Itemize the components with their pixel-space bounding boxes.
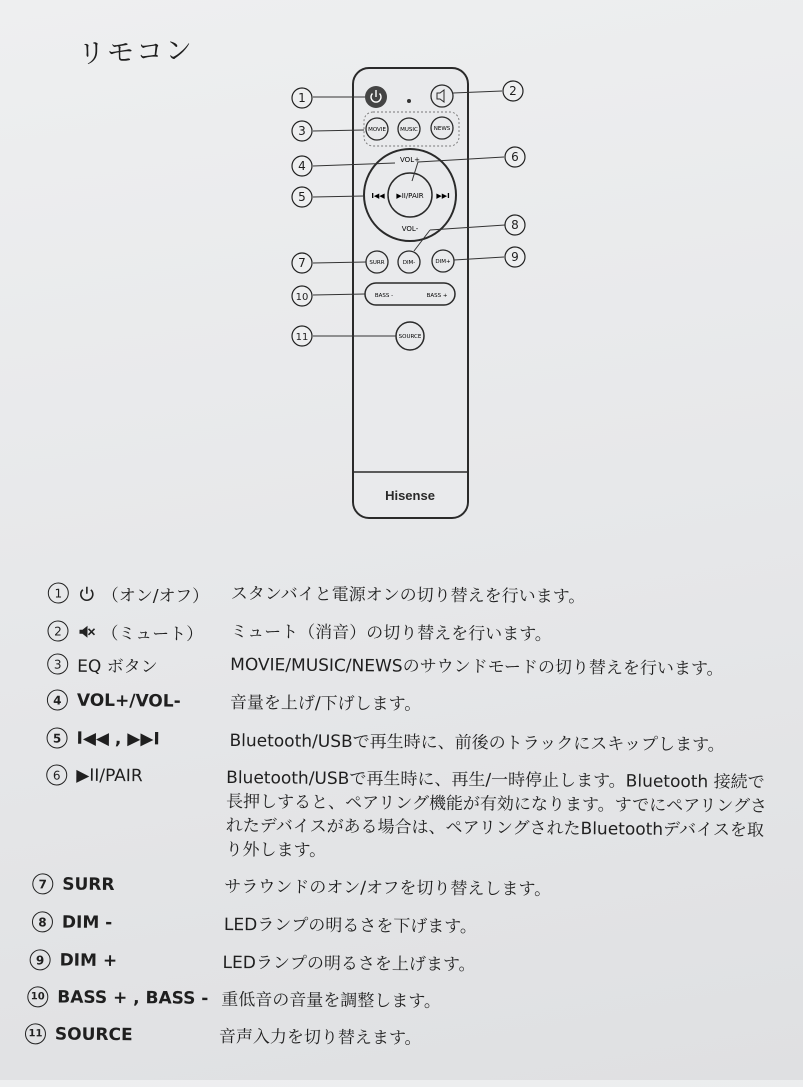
- row-number: 7: [32, 873, 53, 894]
- row-number: 5: [46, 727, 67, 748]
- row-label: DIM -: [62, 912, 113, 932]
- page-title: リモコン: [77, 28, 194, 71]
- power-icon: [78, 584, 96, 602]
- row-description: 音声入力を切り替えます。: [219, 1025, 774, 1054]
- row-description: スタンバイと電源オンの切り替えを行います。: [231, 582, 786, 611]
- row-bass: [0, 986, 794, 993]
- row-label: I◀◀ , ▶▶I: [76, 728, 159, 749]
- row-play-pair: [0, 764, 796, 771]
- mute-icon: [77, 622, 95, 640]
- svg-text:3: 3: [298, 124, 306, 138]
- row-label: EQ ボタン: [77, 652, 158, 678]
- row-number: 10: [27, 986, 48, 1007]
- row-label: ▶II/PAIR: [76, 765, 143, 786]
- row-volume: [0, 689, 797, 696]
- row-description: LEDランプの明るさを上げます。: [223, 951, 778, 980]
- row-source: [0, 1023, 794, 1030]
- row-label: BASS + , BASS -: [57, 987, 208, 1008]
- row-description: Bluetooth/USBで再生時に、前後のトラックにスキップします。: [229, 729, 784, 758]
- row-description: サラウンドのオン/オフを切り替えします。: [224, 875, 779, 904]
- row-label: SOURCE: [55, 1024, 133, 1045]
- row-description: Bluetooth/USBで再生時に、再生/一時停止します。Bluetooth 接続で長押しすると、ペアリング機能が有効になります。すでにペアリングされたデバイスがある場合は、ペアリングされたBluetoothデバイスを取り外します。: [225, 766, 781, 867]
- row-description: ミュート（消音）の切り替えを行います。: [230, 620, 785, 649]
- row-power: [0, 580, 798, 587]
- row-number: 3: [47, 653, 68, 674]
- row-description: 重低音の音量を調整します。: [221, 988, 776, 1017]
- row-dim-plus: [0, 949, 795, 956]
- svg-text:1: 1: [298, 91, 306, 105]
- remote-brand-logo: Hisense: [385, 488, 435, 503]
- svg-text:6: 6: [511, 150, 519, 164]
- surr-label: SURR: [369, 260, 384, 266]
- row-surr: [0, 873, 795, 880]
- news-label: NEWS: [434, 126, 451, 132]
- row-number: 1: [48, 582, 69, 603]
- row-number: 8: [32, 911, 53, 932]
- row-description: 音量を上げ/下げします。: [230, 691, 785, 720]
- movie-label: MOVIE: [368, 127, 386, 133]
- next-label: ▶▶I: [436, 192, 449, 200]
- svg-text:2: 2: [509, 84, 517, 98]
- svg-text:5: 5: [298, 190, 306, 204]
- svg-text:10: 10: [296, 292, 309, 303]
- bass-minus-label: BASS -: [375, 293, 393, 299]
- row-number: 6: [46, 764, 67, 785]
- row-description: LEDランプの明るさを下げます。: [224, 913, 779, 942]
- row-mute: [0, 618, 798, 625]
- row-number: 4: [47, 689, 68, 710]
- svg-text:4: 4: [298, 159, 306, 173]
- row-skip: [0, 727, 797, 734]
- row-label: （オン/オフ）: [102, 581, 209, 607]
- svg-text:9: 9: [511, 250, 519, 264]
- row-label: （ミュート）: [101, 619, 203, 645]
- dim-minus-label: DIM-: [403, 260, 416, 266]
- row-eq: [0, 651, 797, 658]
- vol-down-label: VOL-: [402, 225, 419, 233]
- row-number: 2: [47, 620, 68, 641]
- row-number: 9: [30, 949, 51, 970]
- row-dim-minus: [0, 911, 795, 918]
- svg-text:8: 8: [511, 218, 519, 232]
- row-label: SURR: [62, 874, 114, 894]
- row-label: VOL+/VOL-: [77, 690, 181, 711]
- prev-label: I◀◀: [371, 192, 385, 200]
- play-pair-label: ▶II/PAIR: [396, 192, 423, 200]
- row-description: MOVIE/MUSIC/NEWSのサウンドモードの切り替えを行います。: [230, 653, 785, 682]
- bass-plus-label: BASS +: [427, 293, 448, 299]
- row-label: DIM +: [60, 950, 118, 971]
- vol-up-label: VOL+: [400, 156, 420, 164]
- source-label: SOURCE: [399, 334, 422, 340]
- svg-text:7: 7: [298, 256, 306, 270]
- music-label: MUSIC: [400, 127, 418, 133]
- row-number: 11: [25, 1023, 46, 1044]
- svg-text:11: 11: [296, 332, 309, 343]
- dim-plus-label: DIM+: [435, 259, 451, 265]
